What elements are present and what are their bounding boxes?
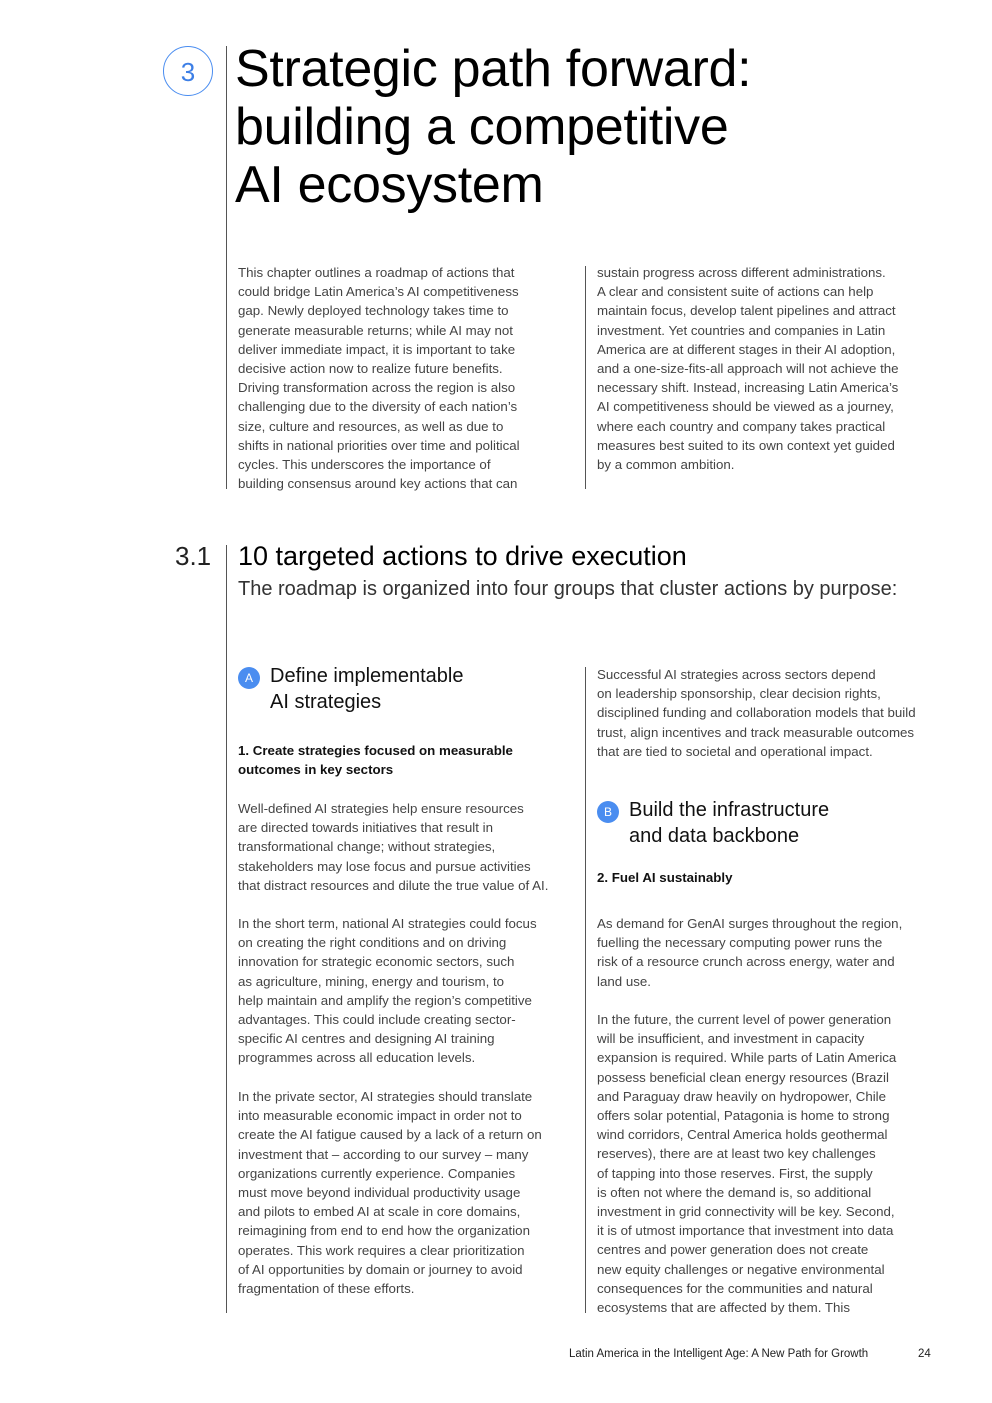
text-line: on leadership sponsorship, clear decision rights,: [597, 686, 881, 702]
group-title-line: Define implementable: [270, 665, 464, 687]
text-line: organizations currently experience. Companies: [238, 1165, 516, 1181]
text-line: must move beyond individual productivity usage: [238, 1185, 521, 1201]
text-line: expansion is required. While parts of Latin America: [597, 1050, 897, 1066]
chapter-divider: [226, 46, 227, 489]
text-line: investment in grid connectivity will be key. Second,: [597, 1204, 895, 1220]
chapter-title: [235, 40, 935, 214]
text-line: specific AI centres and designing AI training: [238, 1031, 495, 1047]
text-line: deliver immediate impact, it is important to take: [238, 341, 516, 357]
text-line: offers solar potential, Patagonia is home to strong: [597, 1108, 890, 1124]
text-line: investment that – according to our survey – many: [238, 1146, 529, 1162]
text-line: centres and power generation does not create: [597, 1242, 869, 1258]
text-line: of tapping into those reserves. First, the supply: [597, 1165, 873, 1181]
text-line: consequences for the communities and natural: [597, 1280, 873, 1296]
action-2-paragraph-2: [597, 1010, 942, 1317]
group-title-line: AI strategies: [270, 691, 382, 713]
text-line: generate measurable returns; while AI may not: [238, 322, 513, 338]
footer-report-title: Latin America in the Intelligent Age:: [569, 1348, 749, 1360]
chapter-title-line: Strategic path forward:: [235, 40, 752, 98]
text-line: help maintain and amplify the region’s competitive: [238, 992, 532, 1008]
text-line: are directed towards initiatives that result in: [238, 820, 493, 836]
footer-report-subtitle: A New Path for Growth: [751, 1348, 869, 1360]
chapter-title-line: building a competitive: [235, 98, 729, 156]
group-a-title: [270, 663, 463, 715]
action-2-paragraph-1: [597, 914, 942, 991]
section-subtitle: The roadmap is organized into four groups that cluster actions by purpose:: [238, 578, 898, 600]
text-line: cycles. This underscores the importance of: [238, 457, 491, 473]
text-line: risk of a resource crunch across energy, water and: [597, 954, 895, 970]
action-1-title: [238, 741, 513, 779]
text-line: size, culture and resources, as well as due to: [238, 418, 504, 434]
group-b-title: [629, 797, 829, 849]
text-line: sustain progress across different administrations.: [597, 265, 886, 280]
text-line: investment. Yet countries and companies in Latin: [597, 322, 886, 338]
text-line: stakeholders may lose focus and pursue activities: [238, 858, 531, 874]
page-number: 24: [918, 1348, 931, 1360]
text-line: decisive action now to realize future benefits.: [238, 361, 503, 377]
text-line: necessary shift. Instead, increasing Latin America’s: [597, 380, 899, 396]
text-line: it is of utmost importance that investment into data: [597, 1223, 894, 1239]
text-line: possess beneficial clean energy resources (Brazil: [597, 1069, 889, 1085]
group-title-line: Build the infrastructure: [629, 799, 830, 821]
section-title: 10 targeted actions to drive execution: [238, 541, 687, 571]
text-line: new equity challenges or negative environmental: [597, 1261, 885, 1277]
section-divider: [226, 545, 227, 1313]
text-line: reimagining from end to end how the organization: [238, 1223, 530, 1239]
text-line: will be insufficient, and investment in capacity: [597, 1031, 865, 1047]
text-line: by a common ambition.: [597, 457, 735, 473]
text-line: In the future, the current level of power generation: [597, 1012, 892, 1027]
text-line: could bridge Latin America’s AI competitiveness: [238, 284, 519, 300]
text-line: that distract resources and dilute the true value of AI.: [238, 877, 549, 893]
text-line: measures best suited to its own context yet guided: [597, 437, 895, 453]
group-a-badge: A: [238, 667, 260, 689]
text-line: is often not where the demand is, so additional: [597, 1184, 872, 1200]
text-line: AI competitiveness should be viewed as a journey,: [597, 399, 894, 415]
intro-column-divider: [585, 266, 586, 489]
text-line: challenging due to the diversity of each nation’s: [238, 399, 518, 415]
group-b-badge: B: [597, 801, 619, 823]
intro-column-1: [238, 263, 578, 493]
group-a-continued-paragraph: [597, 665, 942, 761]
text-line: as agriculture, mining, energy and tourism, to: [238, 973, 505, 989]
text-line: Driving transformation across the region is also: [238, 380, 516, 396]
text-line: A clear and consistent suite of actions can help: [597, 284, 874, 300]
section-number: 3.1: [175, 541, 212, 571]
text-line: and a one-size-fits-all approach will not achieve the: [597, 361, 899, 377]
text-line: In the private sector, AI strategies should translate: [238, 1089, 533, 1104]
text-line: This chapter outlines a roadmap of actions that: [238, 265, 515, 280]
text-line: trust, align incentives and track measurable outcomes: [597, 724, 915, 740]
text-line: advantages. This could include creating sector-: [238, 1012, 516, 1028]
text-line: ecosystems that are affected by them. This: [597, 1300, 851, 1316]
text-line: transformational change; without strategies,: [238, 839, 496, 855]
body-column-divider: [585, 667, 586, 1313]
text-line: In the short term, national AI strategies could focus: [238, 916, 537, 931]
text-line: shifts in national priorities over time and political: [238, 437, 520, 453]
intro-column-2: [597, 263, 942, 474]
text-line: disciplined funding and collaboration models that build: [597, 705, 916, 721]
text-line: land use.: [597, 973, 651, 989]
text-line: building consensus around key actions that can: [238, 476, 518, 492]
text-line: create the AI fatigue caused by a lack of a return on: [238, 1127, 542, 1143]
text-line: fuelling the necessary computing power runs the: [597, 935, 883, 951]
text-line: reserves), there are at least two key challenges: [597, 1146, 876, 1162]
chapter-number-badge: 3: [163, 46, 213, 96]
text-line: innovation for strategic economic sectors, such: [238, 954, 515, 970]
text-line: Well-defined AI strategies help ensure resources: [238, 801, 524, 816]
text-line: where each country and company takes practical: [597, 418, 886, 434]
text-line: of AI opportunities by domain or journey to avoid: [238, 1261, 523, 1277]
action-title-line: outcomes in key sectors: [238, 762, 394, 778]
group-title-line: and data backbone: [629, 825, 800, 847]
text-line: As demand for GenAI surges throughout the region,: [597, 916, 903, 931]
action-title-line: 2. Fuel AI sustainably: [597, 870, 733, 885]
action-1-paragraph-1: [238, 799, 578, 895]
text-line: and pilots to embed AI at scale in core domains,: [238, 1204, 521, 1220]
action-title-line: 1. Create strategies focused on measurable: [238, 743, 513, 758]
text-line: and Paraguay draw heavily on hydropower, Chile: [597, 1088, 887, 1104]
text-line: into measurable economic impact in order not to: [238, 1108, 522, 1124]
text-line: maintain focus, develop talent pipelines and attract: [597, 303, 896, 319]
text-line: programmes across all education levels.: [238, 1050, 476, 1066]
action-2-title: [597, 868, 732, 887]
action-1-paragraph-2: [238, 914, 578, 1068]
text-line: on creating the right conditions and on driving: [238, 935, 507, 951]
text-line: Successful AI strategies across sectors depend: [597, 667, 876, 682]
text-line: America are at different stages in their AI adoption,: [597, 341, 896, 357]
text-line: operates. This work requires a clear prioritization: [238, 1242, 525, 1258]
action-1-paragraph-3: [238, 1087, 578, 1298]
text-line: that are tied to societal and operational impact.: [597, 743, 873, 759]
chapter-title-line: AI ecosystem: [235, 156, 544, 214]
page-footer: [569, 1346, 868, 1362]
text-line: gap. Newly deployed technology takes time to: [238, 303, 509, 319]
text-line: wind corridors, Central America holds geothermal: [597, 1127, 888, 1143]
text-line: fragmentation of these efforts.: [238, 1281, 415, 1297]
